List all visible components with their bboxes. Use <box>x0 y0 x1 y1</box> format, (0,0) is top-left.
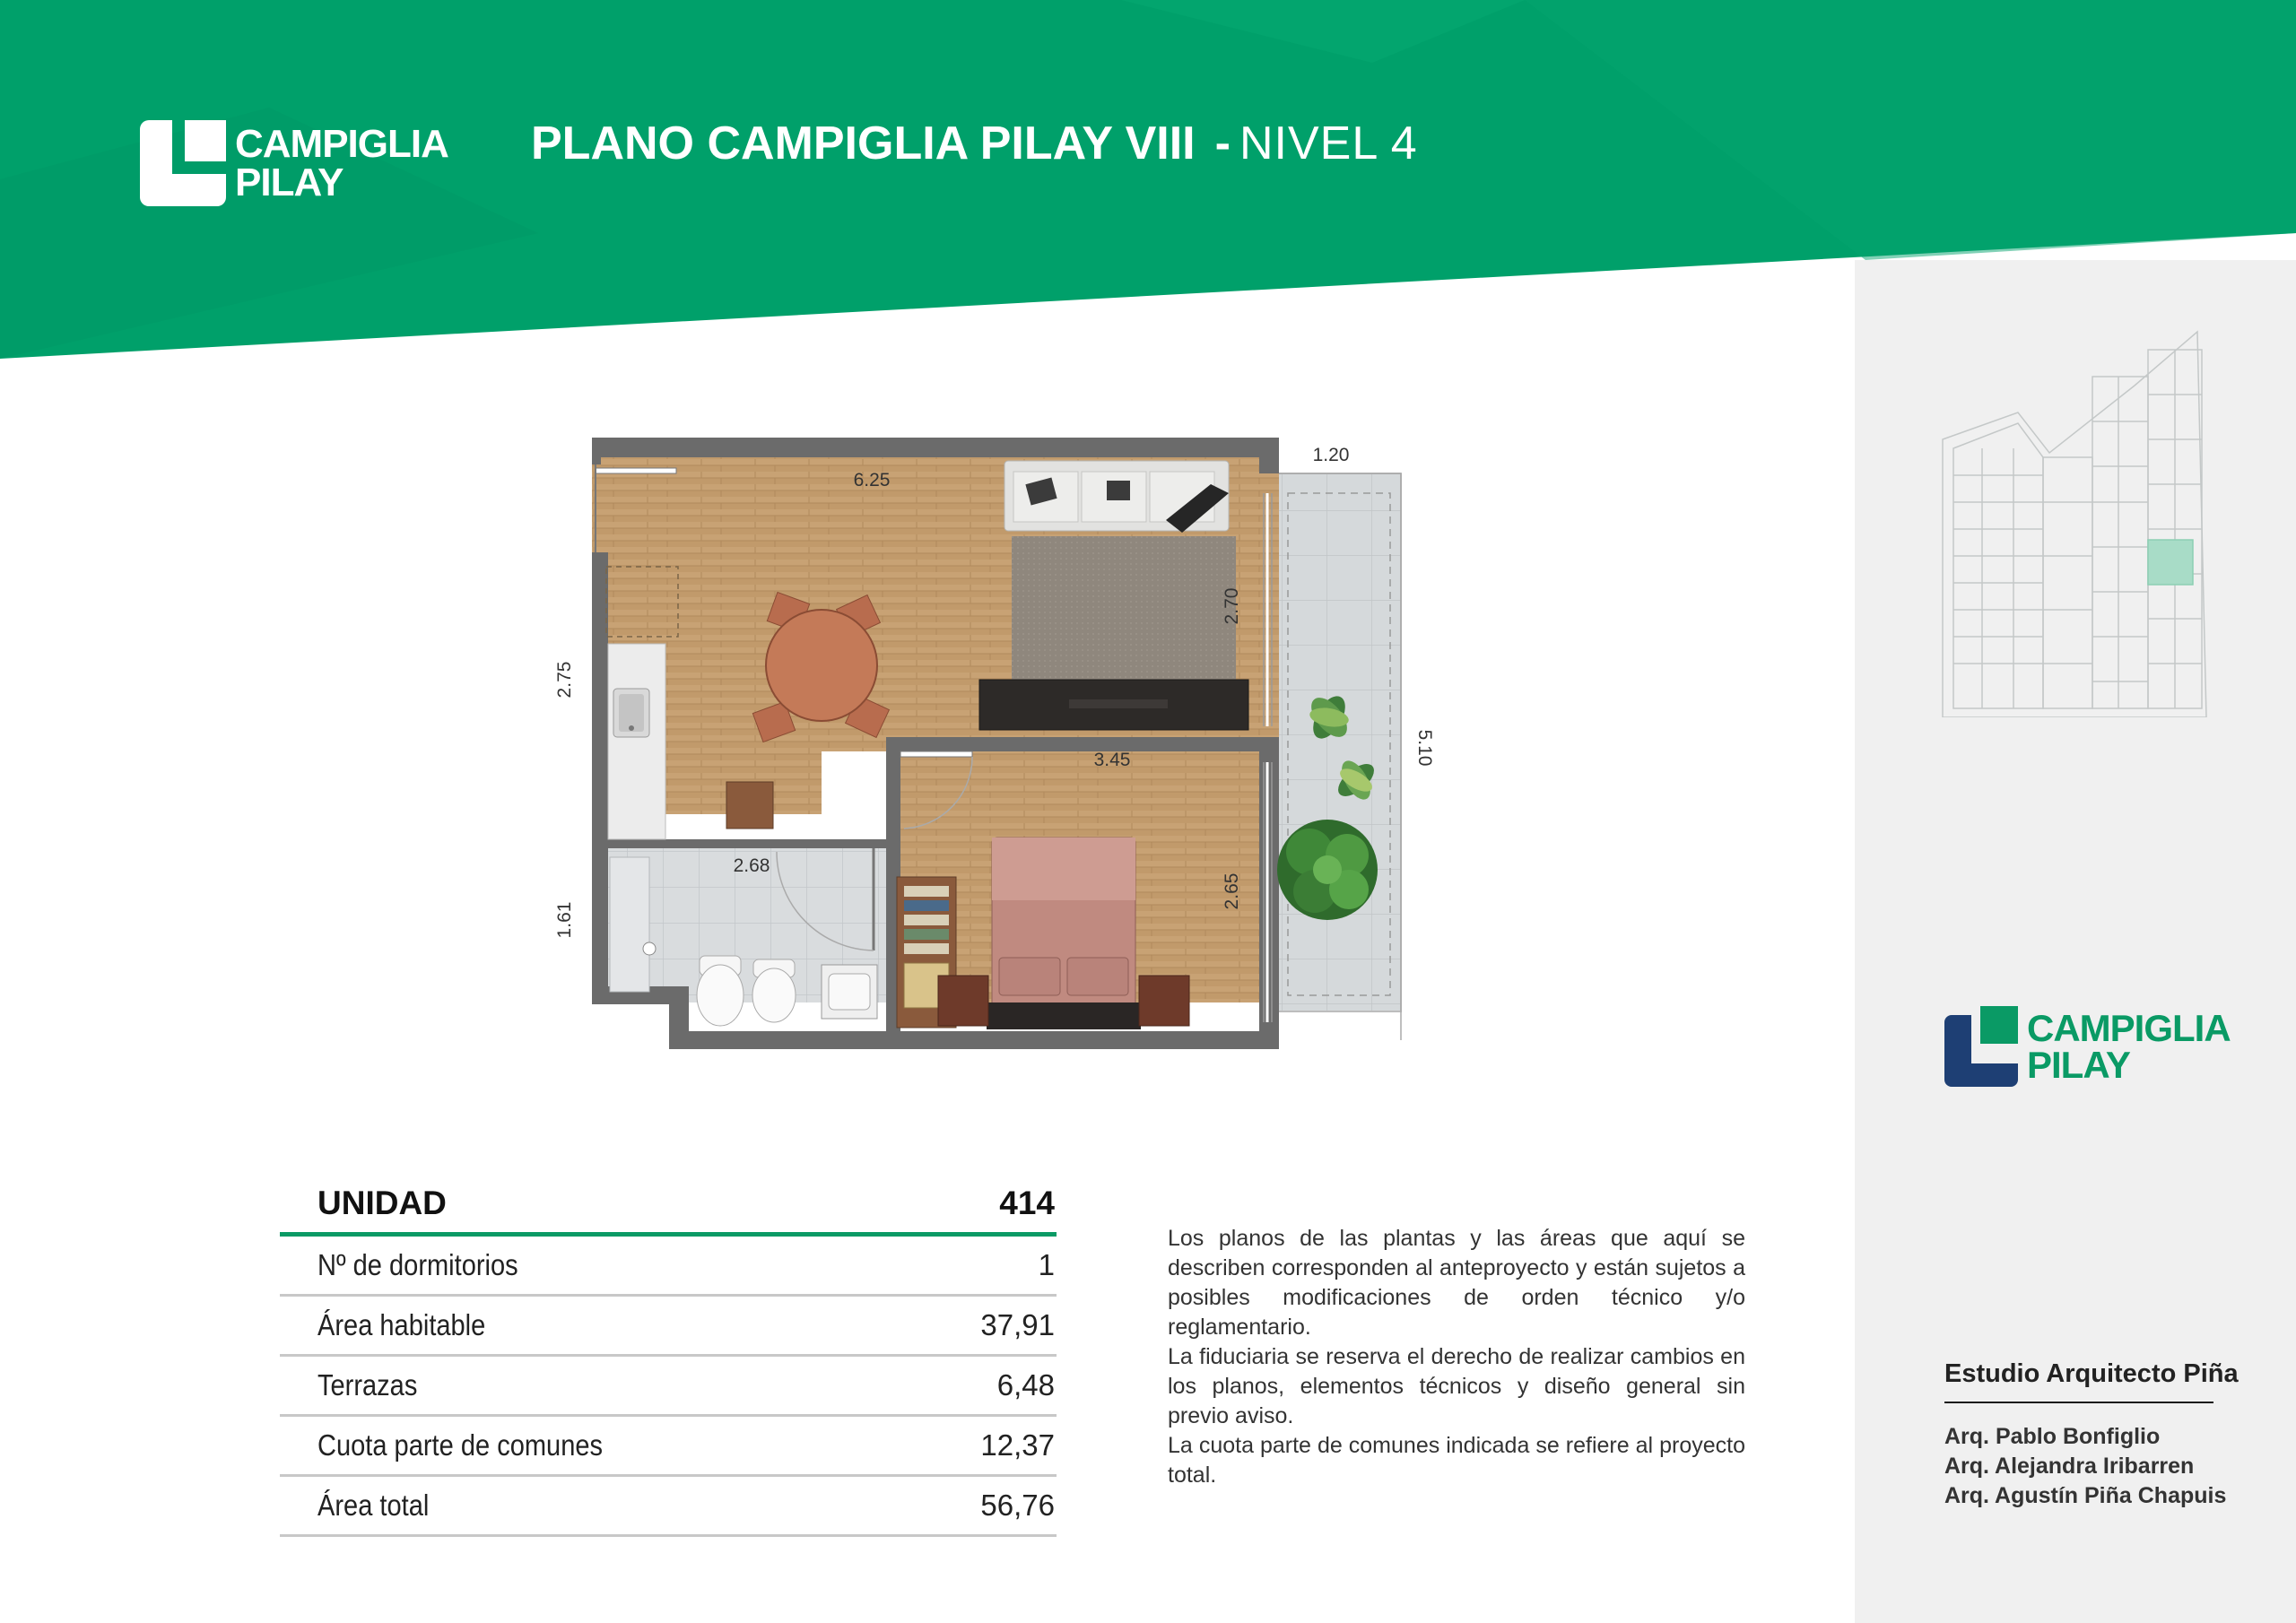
disclaimer <box>1168 1224 1745 1490</box>
dim-bath-width: 2.68 <box>733 855 770 876</box>
disclaimer-paragraph: La fiduciaria se reserva el derecho de realizar cambios en los planos, elementos técnicos y diseño general sin previo aviso. <box>1168 1344 1745 1428</box>
unit-label: UNIDAD <box>317 1185 447 1221</box>
brand-logo <box>140 120 448 206</box>
disclaimer-paragraph: Los planos de las plantas y las áreas que aquí se describen corresponden al anteproyecto y están sujetos a posibles modificaciones de orden técnico y/o reglamentario. <box>1168 1226 1745 1340</box>
tv <box>1069 699 1168 708</box>
page-title-level: NIVEL 4 <box>1239 117 1418 169</box>
architect-name: Arq. Alejandra Iribarren <box>1944 1454 2195 1479</box>
row-label: Terrazas <box>317 1368 418 1402</box>
row-value: 1 <box>1038 1248 1055 1281</box>
table-row <box>280 1417 1057 1477</box>
row-label: Cuota parte de comunes <box>317 1428 604 1462</box>
dim-bedroom-width: 3.45 <box>1093 750 1131 770</box>
dim-living-width: 6.25 <box>853 470 891 490</box>
table-row <box>280 1297 1057 1357</box>
disclaimer-paragraph: La cuota parte de comunes indicada se refiere al proyecto total. <box>1168 1433 1745 1488</box>
row-label: Nº de dormitorios <box>317 1248 518 1281</box>
unit-table <box>280 1175 1057 1537</box>
unit-highlight <box>2148 540 2193 585</box>
row-value: 12,37 <box>980 1428 1055 1462</box>
brand-logo-mark <box>140 120 226 206</box>
building-keyplan <box>1928 323 2224 717</box>
row-value: 6,48 <box>996 1368 1055 1402</box>
dim-balcony-width: 1.20 <box>1312 445 1350 465</box>
table-row <box>280 1237 1057 1297</box>
architect-name: Arq. Pablo Bonfiglio <box>1944 1424 2161 1449</box>
row-label: Área habitable <box>317 1308 486 1341</box>
brand-side-line2: PILAY <box>2027 1044 2130 1086</box>
dim-bath-height: 1.61 <box>554 901 575 939</box>
floor-plan <box>520 421 1435 1049</box>
brand-logo-side-mark <box>1944 1006 2018 1087</box>
row-value: 56,76 <box>980 1488 1055 1522</box>
brand-name-line2: PILAY <box>235 161 344 204</box>
page-title <box>531 117 1418 170</box>
architect-name: Arq. Agustín Piña Chapuis <box>1944 1483 2227 1508</box>
brand-name <box>235 121 448 204</box>
brand-side-line1: CAMPIGLIA <box>2027 1006 2231 1049</box>
brand-name-line1: CAMPIGLIA <box>235 121 448 166</box>
table-row <box>280 1357 1057 1417</box>
dim-total-height: 5.10 <box>1414 729 1435 767</box>
dim-bedroom-depth: 2.65 <box>1222 872 1242 910</box>
brand-side-name <box>2027 1006 2231 1086</box>
row-label: Área total <box>317 1488 430 1522</box>
unit-number: 414 <box>999 1185 1055 1221</box>
kitchen-counter <box>608 644 665 839</box>
page-title-separator: - <box>1214 117 1231 169</box>
unit-header <box>280 1175 1057 1237</box>
sofa <box>1004 461 1229 533</box>
page-title-main: PLANO CAMPIGLIA PILAY VIII <box>531 117 1196 169</box>
kitchen-stool <box>726 782 773 829</box>
architects-list <box>1944 1422 2226 1511</box>
table-row <box>280 1477 1057 1537</box>
studio-title: Estudio Arquitecto Piña <box>1944 1359 2239 1388</box>
balcony <box>1277 473 1401 1011</box>
studio-divider <box>1944 1402 2213 1403</box>
dim-left-height: 2.75 <box>554 661 575 699</box>
dim-living-depth: 2.70 <box>1222 587 1242 625</box>
brand-logo-side <box>1944 1006 2231 1087</box>
dining-table <box>752 593 889 742</box>
row-value: 37,91 <box>980 1308 1055 1341</box>
